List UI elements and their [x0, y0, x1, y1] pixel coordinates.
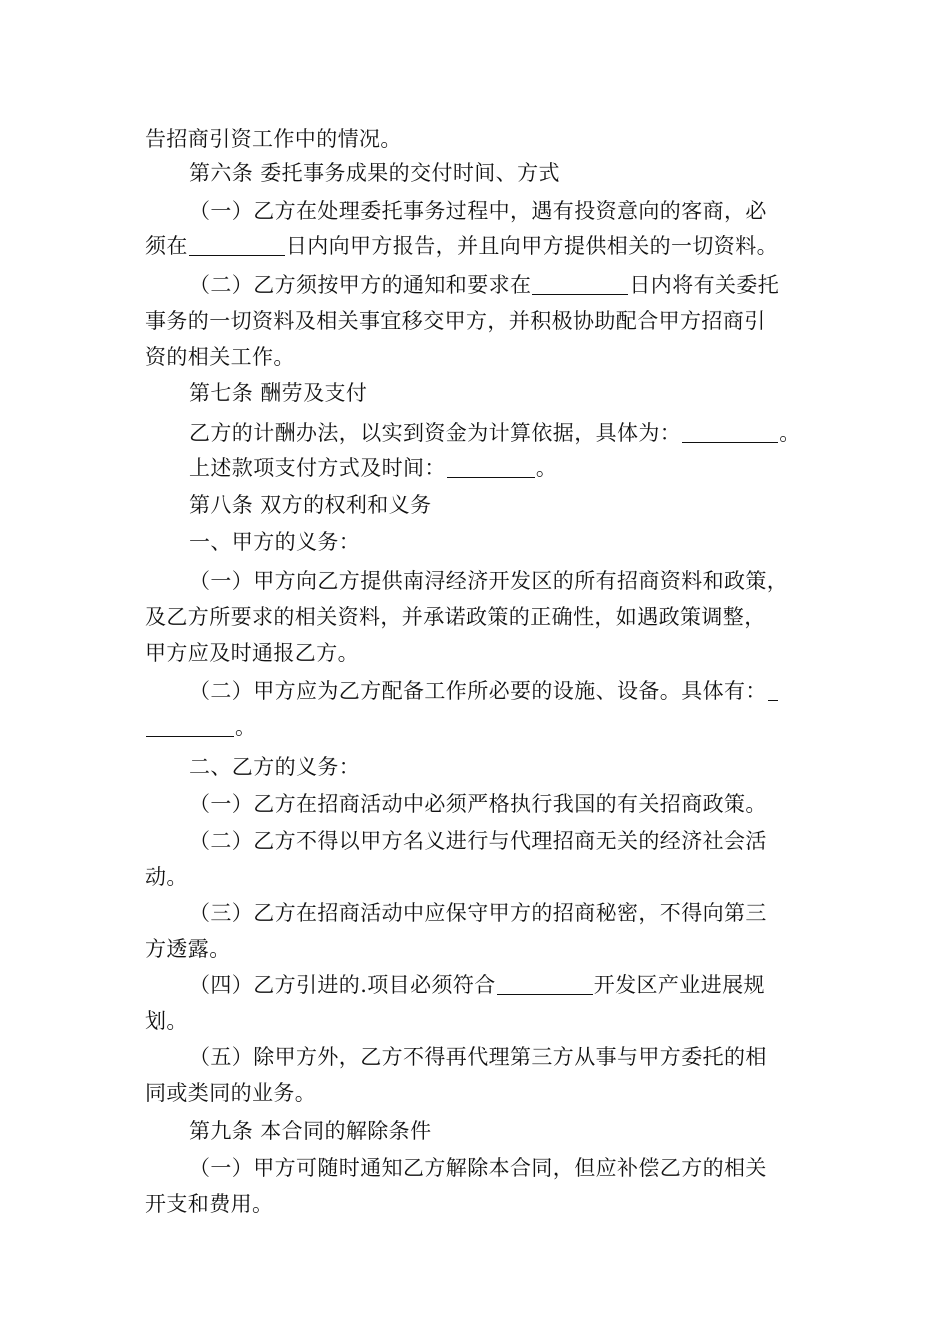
text-line — [189, 270, 779, 300]
text-line: 二、乙方的义务： — [189, 755, 361, 779]
text-line: （二）乙方不得以甲方名义进行与代理招商无关的经济社会活 — [189, 829, 767, 853]
fill-blank — [146, 718, 234, 737]
text-segment: 乙方的计酬办法，以实到资金为计算依据，具体为： — [189, 421, 682, 445]
text-segment: （四）乙方引进的.项目必须符合 — [189, 973, 496, 997]
text-line: （一）甲方向乙方提供南浔经济开发区的所有招商资料和政策， — [189, 569, 789, 593]
fill-blank — [682, 424, 778, 443]
text-line: 及乙方所要求的相关资料，并承诺政策的正确性，如遇政策调整， — [145, 605, 766, 629]
text-line: 资的相关工作。 — [145, 345, 295, 369]
text-segment: 日内向甲方报告，并且向甲方提供相关的一切资料。 — [285, 234, 779, 258]
fill-blank — [189, 237, 285, 256]
text-segment: 。 — [235, 715, 257, 739]
text-line — [145, 231, 778, 261]
fill-blank — [497, 976, 593, 995]
text-line: 方透露。 — [145, 937, 231, 961]
text-segment: 开发区产业进展规 — [593, 973, 765, 997]
section-heading: 第七条 酬劳及支付 — [189, 381, 368, 405]
text-line: 事务的一切资料及相关事宜移交甲方，并积极协助配合甲方招商引 — [145, 309, 766, 333]
section-heading: 第九条 本合同的解除条件 — [189, 1119, 432, 1143]
fill-blank — [447, 459, 535, 478]
fill-blank — [532, 276, 628, 295]
text-line — [189, 970, 765, 1000]
text-line: 动。 — [145, 865, 188, 889]
text-segment: 须在 — [145, 234, 188, 258]
text-line — [189, 676, 779, 706]
text-line: 开支和费用。 — [145, 1192, 274, 1216]
text-line — [189, 453, 557, 483]
text-line: （三）乙方在招商活动中应保守甲方的招商秘密，不得向第三 — [189, 901, 767, 925]
text-segment: 上述款项支付方式及时间： — [189, 456, 446, 480]
text-segment: 。 — [535, 456, 558, 480]
section-heading: 第六条 委托事务成果的交付时间、方式 — [189, 161, 560, 185]
text-segment: 日内将有关委托 — [629, 273, 780, 297]
text-line: 甲方应及时通报乙方。 — [145, 641, 359, 665]
text-line: （一）甲方可随时通知乙方解除本合同，但应补偿乙方的相关 — [189, 1156, 767, 1180]
text-line: （一）乙方在招商活动中必须严格执行我国的有关招商政策。 — [189, 792, 767, 816]
text-line: 划。 — [145, 1009, 188, 1033]
text-line — [189, 418, 801, 448]
fill-blank — [768, 682, 778, 701]
text-line: 一、甲方的义务： — [189, 530, 361, 554]
text-line: （一）乙方在处理委托事务过程中，遇有投资意向的客商，必 — [189, 199, 767, 223]
text-segment: 。 — [779, 421, 801, 445]
text-line: 同或类同的业务。 — [145, 1081, 317, 1105]
text-segment: （二）乙方须按甲方的通知和要求在 — [189, 273, 532, 297]
section-heading: 第八条 双方的权利和义务 — [189, 493, 432, 517]
text-line — [145, 712, 256, 742]
text-segment: （二）甲方应为乙方配备工作所必要的设施、设备。具体有： — [189, 679, 767, 703]
text-line: 告招商引资工作中的情况。 — [145, 127, 402, 151]
text-line: （五）除甲方外，乙方不得再代理第三方从事与甲方委托的相 — [189, 1045, 767, 1069]
